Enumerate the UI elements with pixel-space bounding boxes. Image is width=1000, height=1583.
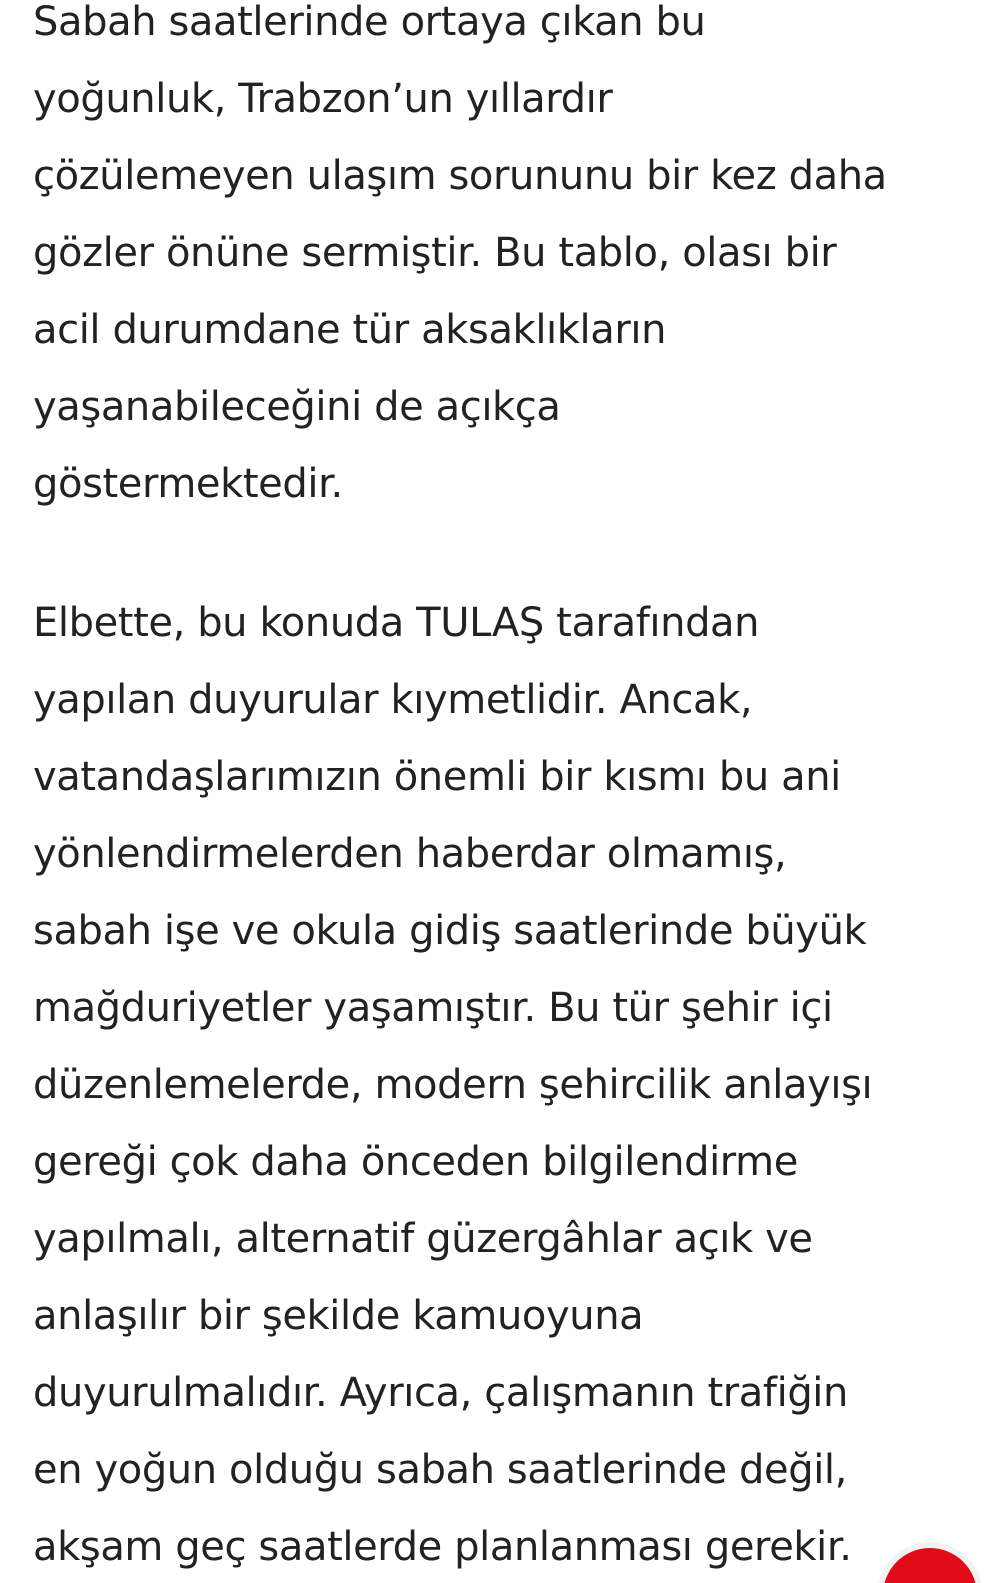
text-line: gereği çok daha önceden bilgilendirme	[33, 1139, 798, 1185]
text-line: düzenlemelerde, modern şehircilik anlayışı	[33, 1062, 873, 1108]
text-line: yapılmalı, alternatif güzergâhlar açık ve	[33, 1216, 813, 1262]
text-line: en yoğun olduğu sabah saatlerinde değil,	[33, 1447, 847, 1493]
text-line: duyurulmalıdır. Ayrıca, çalışmanın trafiğin	[33, 1370, 848, 1416]
paragraph-1	[33, 0, 988, 523]
text-line: mağduriyetler yaşamıştır. Bu tür şehir içi	[33, 985, 833, 1031]
text-line: yönlendirmelerden haberdar olmamış,	[33, 831, 787, 877]
text-line: vatandaşlarımızın önemli bir kısmı bu ani	[33, 754, 841, 800]
text-line: göstermektedir.	[33, 461, 343, 507]
text-line: sabah işe ve okula gidiş saatlerinde büyük	[33, 908, 867, 954]
text-line: akşam geç saatlerde planlanması gerekir.	[33, 1524, 852, 1570]
text-line: Sabah saatlerinde ortaya çıkan bu	[33, 0, 706, 45]
text-line: yapılan duyurular kıymetlidir. Ancak,	[33, 677, 753, 723]
text-line: çözülemeyen ulaşım sorununu bir kez daha	[33, 153, 887, 199]
paragraph-spacer	[33, 523, 988, 585]
text-line: Elbette, bu konuda TULAŞ tarafından	[33, 600, 760, 646]
article-body	[33, 0, 988, 1583]
text-line: anlaşılır bir şekilde kamuoyuna	[33, 1293, 644, 1339]
paragraph-2	[33, 585, 988, 1583]
text-line: yoğunluk, Trabzon’un yıllardır	[33, 76, 613, 122]
text-line: gözler önüne sermiştir. Bu tablo, olası bir	[33, 230, 837, 276]
text-line: yaşanabileceğini de açıkça	[33, 384, 561, 430]
text-line: acil durumdane tür aksaklıkların	[33, 307, 667, 353]
